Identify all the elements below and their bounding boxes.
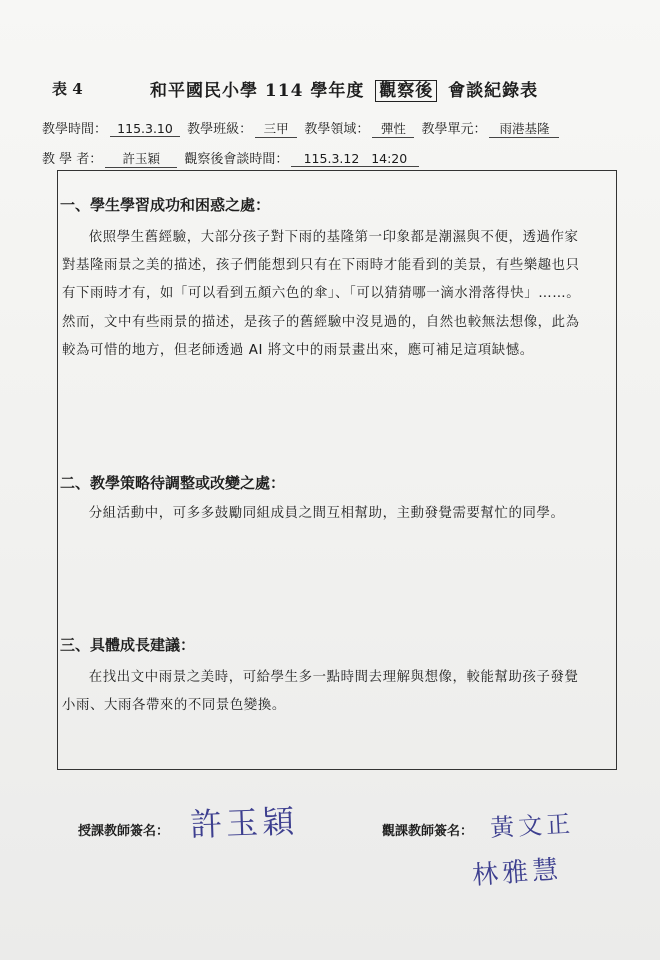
meeting-time-label: 觀察後會談時間：	[184, 152, 289, 167]
section-1-title: 一、學生學習成功和困惑之處：	[60, 196, 271, 214]
teacher-signature: 許玉穎	[189, 802, 299, 844]
section-2-body: 分組活動中，可多多鼓勵同組成員之間互相幫助，主動發覺需要幫忙的同學。	[88, 506, 565, 521]
unit-label: 教學單元：	[421, 122, 487, 137]
title-suffix: 會談紀錄表	[448, 81, 539, 101]
observer-signature-label: 觀課教師簽名：	[382, 824, 474, 839]
header	[0, 78, 660, 102]
section-3-body: 在找出文中雨景之美時，可給學生多一點時間去理解與想像，較能幫助孩子發覺小雨、大雨各帶來的不同景色變換。	[62, 670, 579, 714]
date-label: 教學時間：	[42, 122, 108, 137]
observer-signature-2: 林雅慧	[471, 854, 564, 892]
section-1-body: 依照學生舊經驗，大部分孩子對下雨的基隆第一印象都是潮濕與不便，透過作家對基隆雨景之美的描述，孩子們能想到只有在下雨時才能看到的美景，有些樂趣也只有下雨時才有，如「可以看到五顏六色的傘」、「可以猜猜哪一滴水滑落得快」……。然而，文中有些雨景的描述，是孩子的舊經驗中沒見過的，自然也較無法想像，此為較為可惜的地方，但老師透過 AI 將文中的雨景畫出來，應可補足這項缺憾。	[62, 230, 581, 358]
section-3-title: 三、具體成長建議：	[60, 636, 196, 654]
teacher-signature-label: 授課教師簽名：	[78, 824, 170, 839]
observer-signature-1: 黃文正	[489, 809, 575, 843]
form-number: 表 4	[52, 80, 83, 98]
title-prefix: 和平國民小學 114 學年度	[150, 81, 365, 101]
info-line-1	[42, 118, 562, 138]
date-value: 115.3.10	[110, 121, 180, 137]
info-line-2	[42, 148, 422, 168]
title-boxed-word: 觀察後	[375, 80, 437, 102]
teacher-label: 教 學 者：	[42, 152, 103, 167]
class-label: 教學班級：	[187, 122, 253, 137]
section-2-title: 二、教學策略待調整或改變之處：	[60, 474, 286, 492]
document-title	[150, 76, 538, 101]
domain-value: 彈性	[372, 119, 414, 138]
meeting-time-value: 115.3.12 14:20	[291, 151, 419, 167]
class-value: 三甲	[255, 119, 297, 138]
teacher-value: 許玉穎	[105, 149, 177, 168]
domain-label: 教學領域：	[304, 122, 370, 137]
unit-value: 雨港基隆	[489, 119, 559, 138]
